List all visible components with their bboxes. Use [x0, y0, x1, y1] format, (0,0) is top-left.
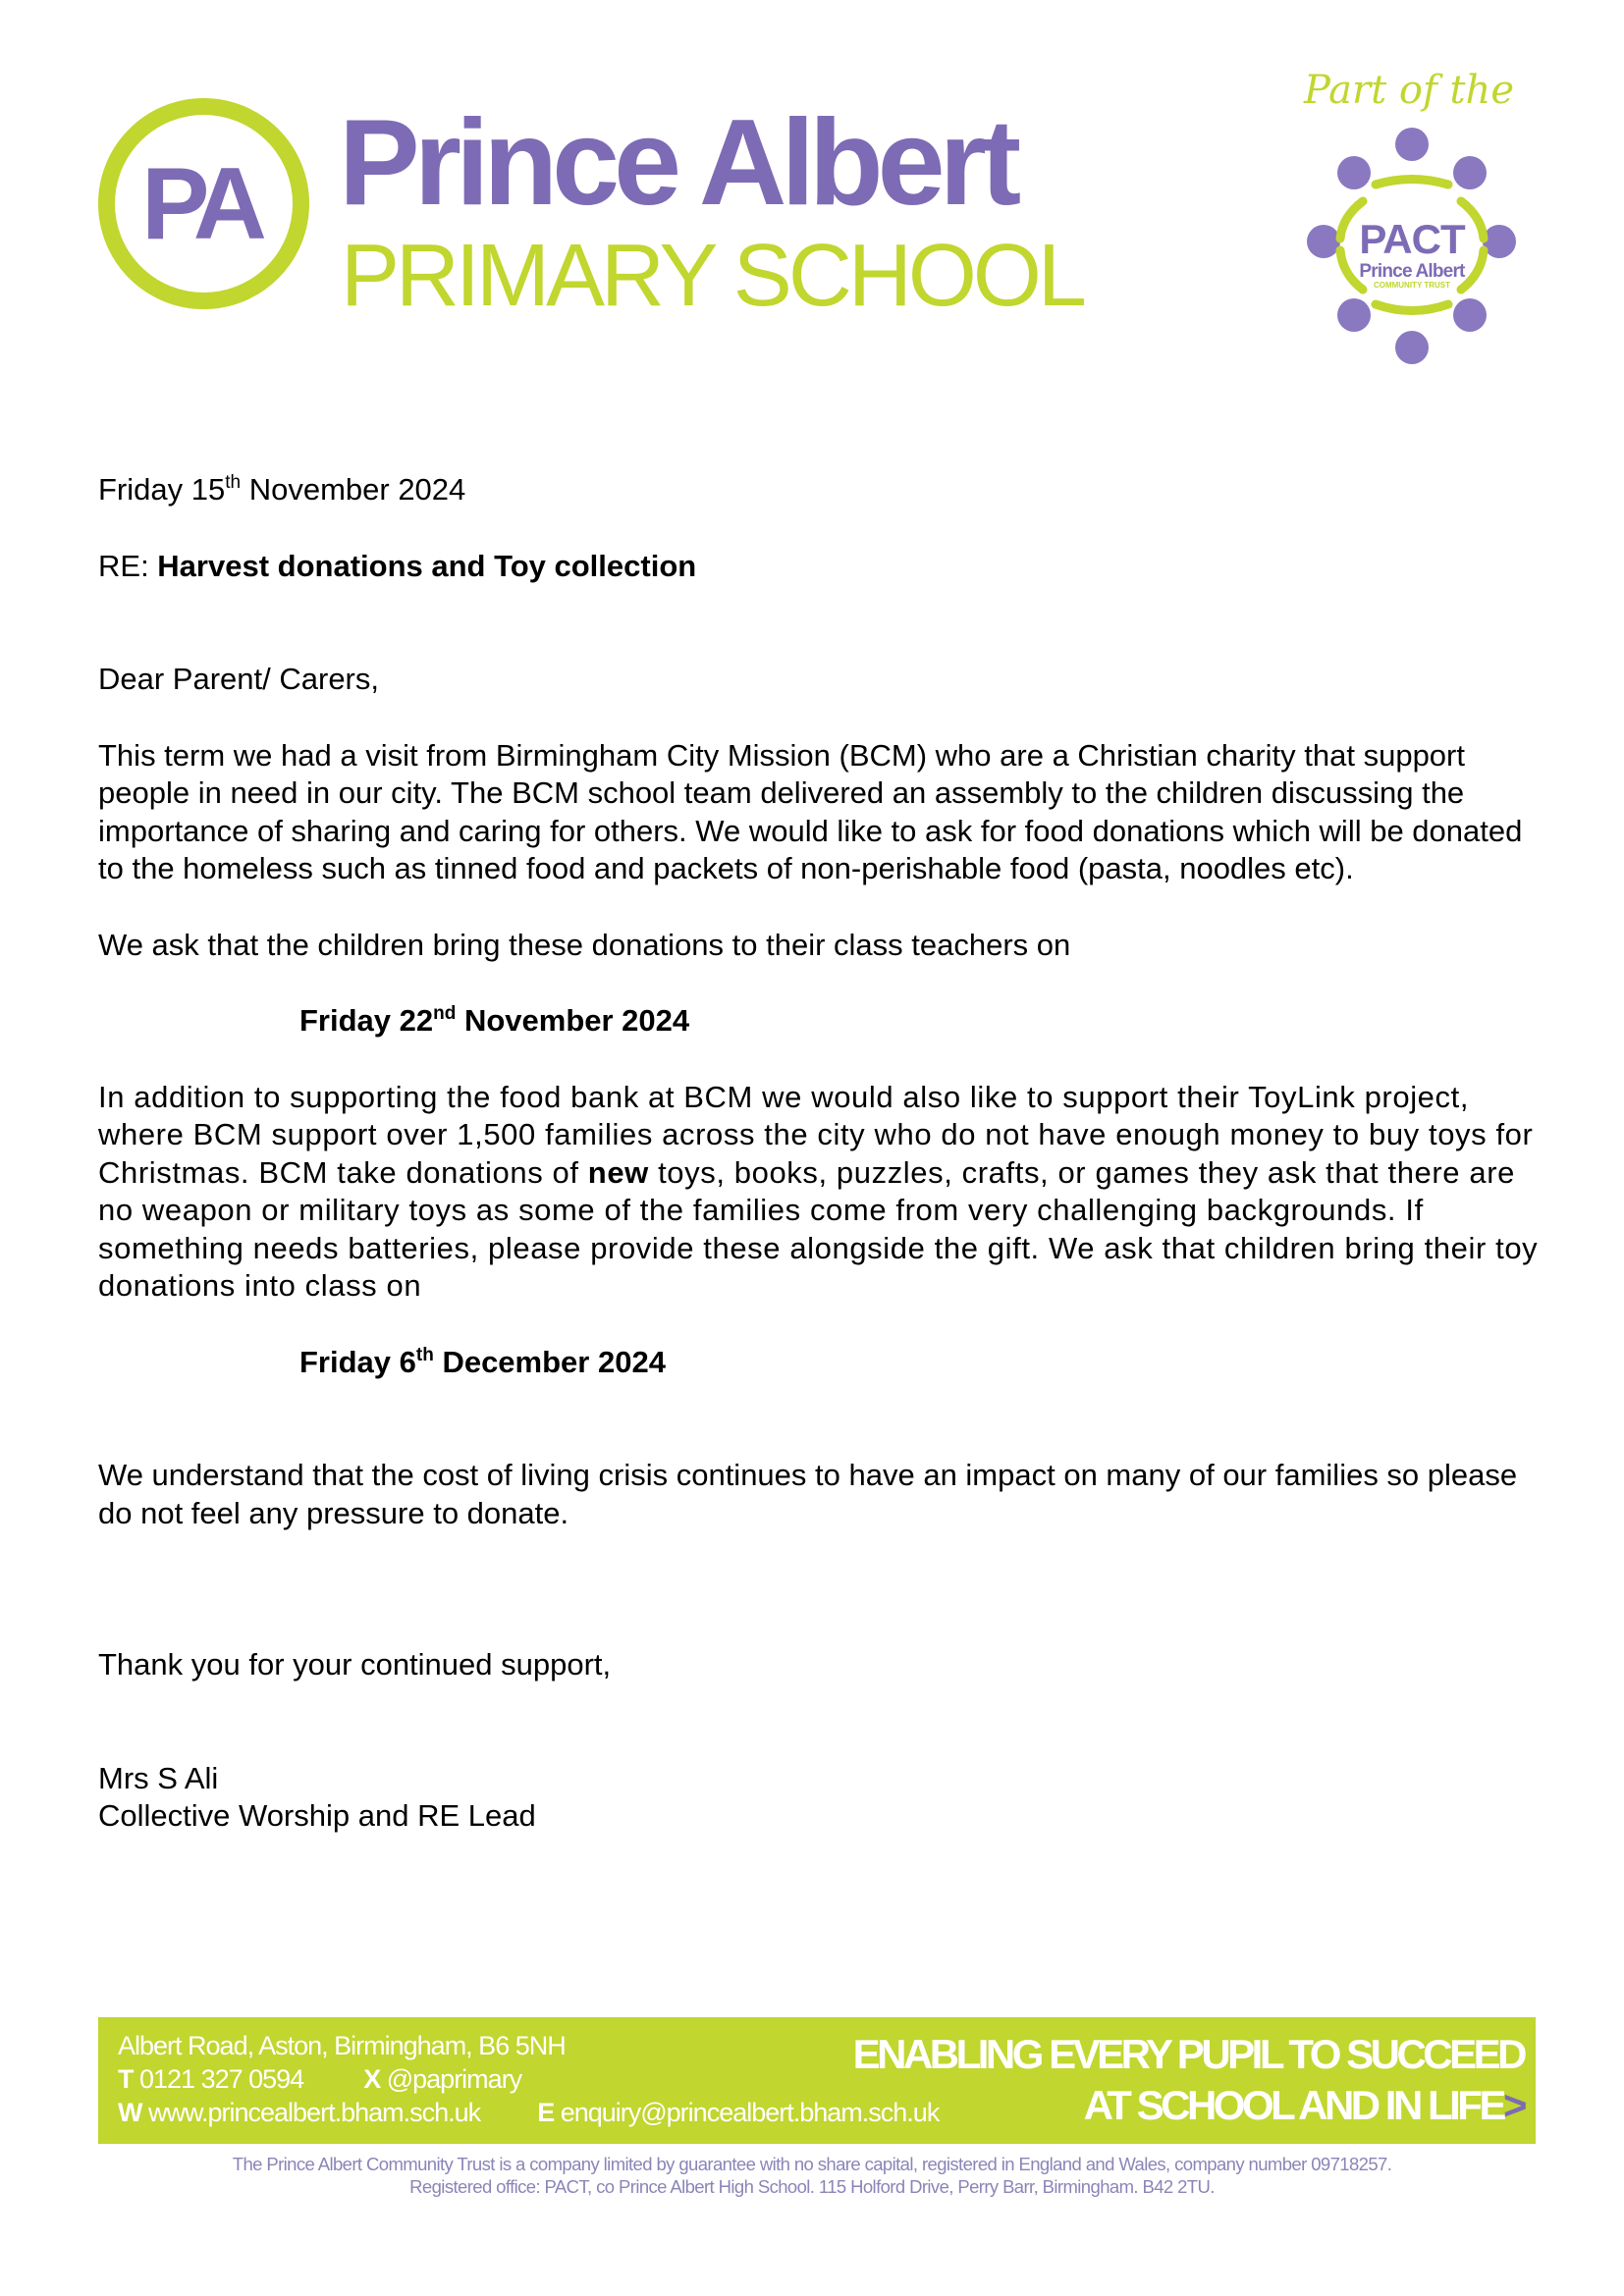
tagline-line-1: ENABLING EVERY PUPIL TO SUCCEED [852, 2031, 1524, 2077]
school-subtitle: PRIMARY SCHOOL [341, 227, 1083, 325]
logo-monogram: PA [141, 146, 258, 261]
pact-person-icon [1453, 156, 1487, 189]
pact-person-icon [1337, 298, 1371, 332]
legal-line-2: Registered office: PACT, co Prince Albert High School. 115 Holford Drive, Perry Barr, Birmingham. B42 2TU. [409, 2176, 1215, 2197]
footer-website-link[interactable]: W www.princealbert.bham.sch.uk [118, 2098, 481, 2127]
paragraph-food-donations: This term we had a visit from Birmingham City Mission (BCM) who are a Christian charity that support people in need in our city. The BCM school team delivered an assembly to the children discussing the importance of sharing and caring for others. We would like to ask for food donations which will be donated to the homeless such as tinned food and packets of non-perishable food (pasta, noodles etc). [98, 737, 1523, 885]
school-logo [98, 98, 309, 309]
pact-name: Prince Albert [1359, 261, 1465, 282]
footer-address: Albert Road, Aston, Birmingham, B6 5NH [118, 2031, 566, 2060]
pact-acronym: PACT [1359, 216, 1465, 262]
paragraph-toylink: In addition to supporting the food bank at BCM we would also like to support their ToyLink project, where BCM support over 1,500 families across the city who do not have enough money to buy toys for Christmas. BCM take donations of new toys, books, puzzles, crafts, or games they ask that there are no weapon or military toys as some of the families come from very challenging backgrounds. If something needs batteries, please provide these alongside the gift. We ask that children bring their toy donations into class on [98, 1079, 1539, 1303]
tagline-line-2: AT SCHOOL AND IN LIFE [1083, 2082, 1503, 2128]
footer-contact-bar [98, 2017, 1536, 2144]
legal-line-1: The Prince Albert Community Trust is a company limited by guarantee with no share capital, registered in England and Wales, company number 09718257. [232, 2154, 1392, 2174]
pact-person-icon [1337, 156, 1371, 189]
letter-closing: Thank you for your continued support, [98, 1647, 612, 1682]
footer-contact [118, 2029, 939, 2129]
legal-notice [0, 2153, 1624, 2198]
trust-tagline: Part of the [1304, 68, 1514, 113]
letter-date: Friday 15th November 2024 [98, 472, 466, 507]
tagline-arrow-icon: > [1502, 2082, 1524, 2128]
paragraph-cost-of-living: We understand that the cost of living crisis continues to have an impact on many of our families so please do not feel any pressure to donate. [98, 1458, 1518, 1530]
letter-subject: RE: Harvest donations and Toy collection [98, 548, 697, 583]
footer-phone: T 0121 327 0594 [118, 2064, 304, 2094]
letter-body [98, 471, 1542, 1836]
food-donation-date: Friday 22nd November 2024 [299, 1003, 690, 1038]
paragraph-bring-donations: We ask that the children bring these donations to their class teachers on [98, 927, 1071, 962]
pact-person-icon [1395, 128, 1429, 161]
school-name: Prince Albert [339, 95, 1016, 231]
toy-donation-date: Friday 6th December 2024 [299, 1344, 666, 1379]
signature-title: Collective Worship and RE Lead [98, 1798, 536, 1833]
pact-person-icon [1395, 331, 1429, 364]
footer-social[interactable]: X @paprimary [363, 2064, 522, 2094]
pact-person-icon [1307, 225, 1340, 258]
footer-email-link[interactable]: E enquiry@princealbert.bham.sch.uk [537, 2098, 940, 2127]
letter-salutation: Dear Parent/ Carers, [98, 662, 379, 696]
pact-logo [1281, 123, 1542, 378]
pact-person-icon [1453, 298, 1487, 332]
signature-name: Mrs S Ali [98, 1760, 219, 1795]
pact-subtitle: COMMUNITY TRUST [1373, 281, 1451, 290]
footer-tagline [853, 2029, 1524, 2131]
